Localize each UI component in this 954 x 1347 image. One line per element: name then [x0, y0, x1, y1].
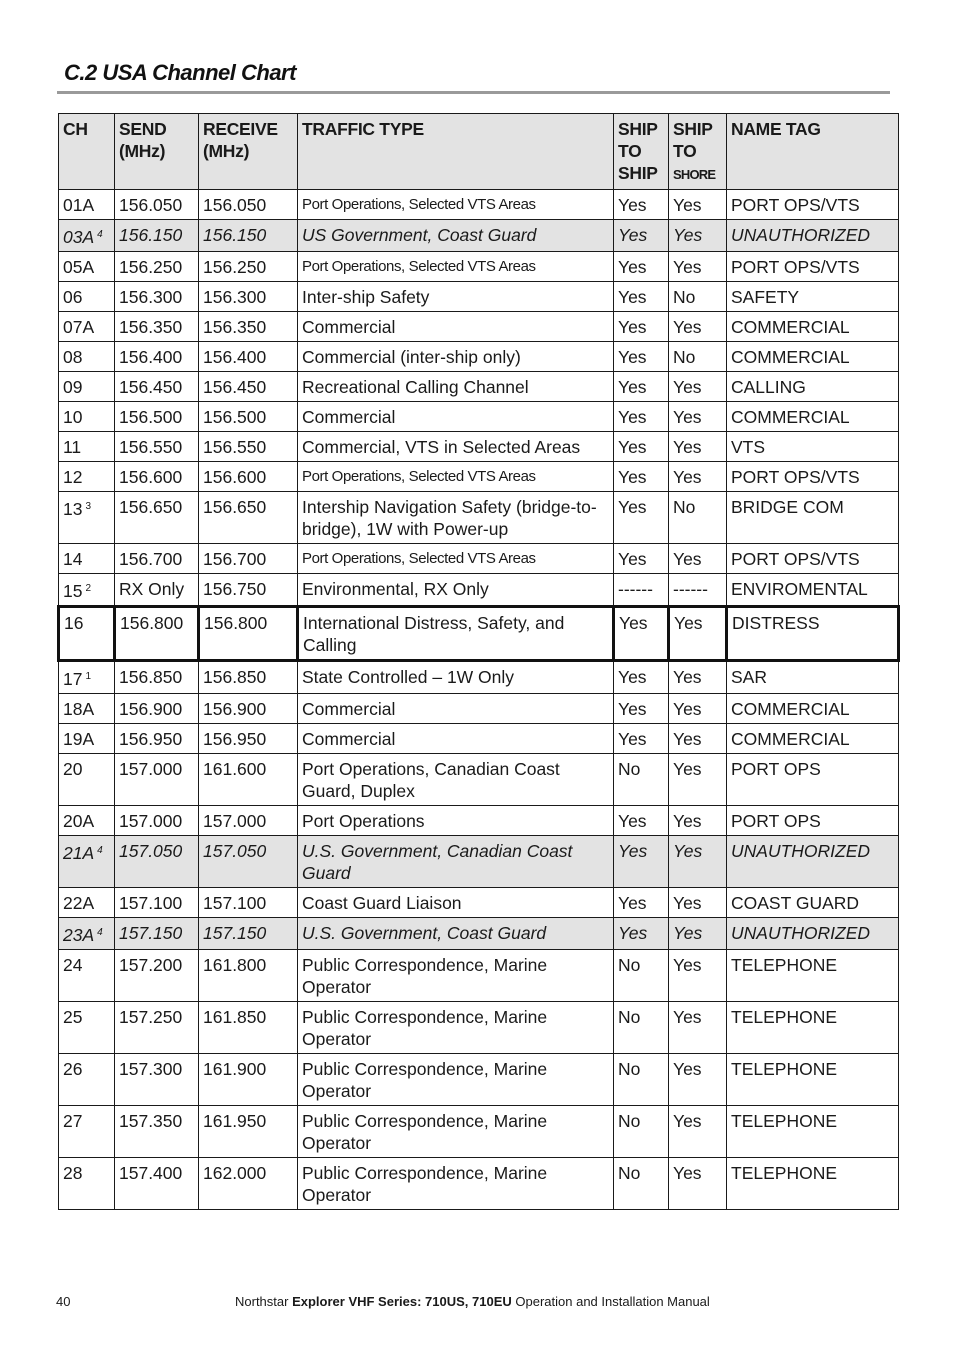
cell-channel: 03A $^4$: [59, 220, 115, 252]
cell-channel: 14: [59, 544, 115, 574]
cell-send: 157.150: [115, 918, 199, 950]
cell-send: 157.250: [115, 1002, 199, 1054]
cell-send: 156.400: [115, 342, 199, 372]
cell-name-tag: UNAUTHORIZED: [727, 918, 899, 950]
cell-ship-to-shore: Yes: [669, 312, 727, 342]
cell-receive: 156.600: [199, 462, 298, 492]
cell-ship-to-shore: Yes: [669, 724, 727, 754]
cell-ship-to-shore: Yes: [669, 544, 727, 574]
cell-receive: 156.350: [199, 312, 298, 342]
cell-receive: 161.800: [199, 950, 298, 1002]
cell-traffic-type: US Government, Coast Guard: [298, 220, 614, 252]
cell-receive: 157.050: [199, 836, 298, 888]
header-ship-to-ship: SHIP TO SHIP: [614, 114, 669, 190]
cell-send: 156.900: [115, 694, 199, 724]
cell-channel: 07A: [59, 312, 115, 342]
page-number: 40: [56, 1294, 71, 1309]
cell-name-tag: SAR: [727, 661, 899, 694]
cell-send: 157.000: [115, 806, 199, 836]
cell-send: 156.500: [115, 402, 199, 432]
cell-ship-to-shore: Yes: [669, 806, 727, 836]
cell-channel: 08: [59, 342, 115, 372]
footnote-marker: 2: [85, 583, 92, 594]
cell-channel: 15 $^2$: [59, 574, 115, 607]
table-row: [59, 607, 899, 661]
cell-traffic-type: Coast Guard Liaison: [298, 888, 614, 918]
cell-name-tag: PORT OPS/VTS: [727, 190, 899, 220]
cell-ship-to-ship: Yes: [614, 724, 669, 754]
cell-name-tag: COAST GUARD: [727, 888, 899, 918]
cell-name-tag: TELEPHONE: [727, 1158, 899, 1210]
footnote-marker: 4: [97, 845, 103, 856]
table-row: [59, 1002, 899, 1054]
cell-name-tag: DISTRESS: [727, 607, 899, 661]
cell-traffic-type: Port Operations, Selected VTS Areas: [298, 462, 614, 492]
table-row: [59, 724, 899, 754]
cell-send: 156.300: [115, 282, 199, 312]
cell-ship-to-ship: Yes: [614, 492, 669, 544]
cell-name-tag: PORT OPS/VTS: [727, 462, 899, 492]
cell-ship-to-ship: No: [614, 754, 669, 806]
cell-ship-to-ship: No: [614, 1106, 669, 1158]
cell-channel: 26: [59, 1054, 115, 1106]
cell-ship-to-shore: Yes: [669, 888, 727, 918]
table-row: [59, 220, 899, 252]
cell-traffic-type: Commercial, VTS in Selected Areas: [298, 432, 614, 462]
header-send: SEND (MHz): [115, 114, 199, 190]
cell-channel: 22A: [59, 888, 115, 918]
cell-ship-to-ship: Yes: [614, 661, 669, 694]
cell-send: 157.300: [115, 1054, 199, 1106]
cell-name-tag: CALLING: [727, 372, 899, 402]
cell-name-tag: TELEPHONE: [727, 1002, 899, 1054]
cell-traffic-type: Commercial: [298, 694, 614, 724]
cell-ship-to-ship: Yes: [614, 806, 669, 836]
cell-traffic-type: Port Operations, Selected VTS Areas: [298, 544, 614, 574]
cell-send: 157.100: [115, 888, 199, 918]
cell-channel: 27: [59, 1106, 115, 1158]
cell-send: 156.450: [115, 372, 199, 402]
cell-send: 156.650: [115, 492, 199, 544]
cell-receive: 161.900: [199, 1054, 298, 1106]
cell-traffic-type: U.S. Government, Canadian Coast Guard: [298, 836, 614, 888]
table-row: [59, 918, 899, 950]
cell-channel: 24: [59, 950, 115, 1002]
cell-receive: 156.800: [199, 607, 298, 661]
cell-send: 157.000: [115, 754, 199, 806]
cell-channel: 13 $^3$: [59, 492, 115, 544]
footnote-marker: 1: [85, 671, 92, 682]
cell-name-tag: TELEPHONE: [727, 950, 899, 1002]
header-name-tag: NAME TAG: [727, 114, 899, 190]
cell-channel: 19A: [59, 724, 115, 754]
cell-traffic-type: International Distress, Safety, and Calling: [298, 607, 614, 661]
cell-send: 156.250: [115, 252, 199, 282]
cell-traffic-type: Recreational Calling Channel: [298, 372, 614, 402]
cell-send: 156.600: [115, 462, 199, 492]
cell-traffic-type: Commercial (inter-ship only): [298, 342, 614, 372]
cell-receive: 156.750: [199, 574, 298, 607]
cell-receive: 156.400: [199, 342, 298, 372]
cell-name-tag: PORT OPS: [727, 806, 899, 836]
cell-traffic-type: Public Correspondence, Marine Operator: [298, 1054, 614, 1106]
footnote-marker: 4: [97, 229, 103, 240]
cell-ship-to-ship: Yes: [614, 432, 669, 462]
cell-send: 156.150: [115, 220, 199, 252]
cell-ship-to-ship: Yes: [614, 888, 669, 918]
table-row: [59, 574, 899, 607]
cell-ship-to-shore: No: [669, 282, 727, 312]
table-row: [59, 544, 899, 574]
table-row: [59, 806, 899, 836]
header-ship-to-shore: SHIP TO SHORE: [669, 114, 727, 190]
cell-traffic-type: Commercial: [298, 312, 614, 342]
cell-channel: 20: [59, 754, 115, 806]
cell-receive: 156.900: [199, 694, 298, 724]
cell-send: 156.800: [115, 607, 199, 661]
cell-traffic-type: Commercial: [298, 724, 614, 754]
table-row: [59, 372, 899, 402]
cell-receive: 161.850: [199, 1002, 298, 1054]
cell-send: 157.200: [115, 950, 199, 1002]
cell-receive: 157.000: [199, 806, 298, 836]
cell-channel: 05A: [59, 252, 115, 282]
cell-receive: 161.600: [199, 754, 298, 806]
cell-channel: 28: [59, 1158, 115, 1210]
table-row: [59, 1158, 899, 1210]
cell-ship-to-ship: Yes: [614, 462, 669, 492]
table-row: [59, 402, 899, 432]
cell-ship-to-ship: Yes: [614, 342, 669, 372]
cell-receive: 156.700: [199, 544, 298, 574]
cell-name-tag: UNAUTHORIZED: [727, 836, 899, 888]
cell-traffic-type: Port Operations: [298, 806, 614, 836]
cell-name-tag: ENVIROMENTAL: [727, 574, 899, 607]
cell-ship-to-shore: Yes: [669, 918, 727, 950]
cell-ship-to-ship: No: [614, 1002, 669, 1054]
cell-ship-to-shore: Yes: [669, 220, 727, 252]
footnote-marker: 4: [97, 927, 103, 938]
cell-receive: 161.950: [199, 1106, 298, 1158]
cell-send: 157.350: [115, 1106, 199, 1158]
cell-traffic-type: Public Correspondence, Marine Operator: [298, 1158, 614, 1210]
table-row: [59, 888, 899, 918]
table-row: [59, 661, 899, 694]
cell-ship-to-ship: Yes: [614, 918, 669, 950]
cell-ship-to-ship: Yes: [614, 836, 669, 888]
cell-channel: 18A: [59, 694, 115, 724]
cell-ship-to-shore: Yes: [669, 754, 727, 806]
cell-ship-to-shore: Yes: [669, 462, 727, 492]
cell-name-tag: BRIDGE COM: [727, 492, 899, 544]
table-row: [59, 342, 899, 372]
cell-channel: 17 $^1$: [59, 661, 115, 694]
cell-traffic-type: Port Operations, Canadian Coast Guard, Duplex: [298, 754, 614, 806]
cell-ship-to-shore: Yes: [669, 661, 727, 694]
cell-ship-to-shore: Yes: [669, 432, 727, 462]
cell-traffic-type: Port Operations, Selected VTS Areas: [298, 252, 614, 282]
cell-ship-to-shore: Yes: [669, 1106, 727, 1158]
cell-ship-to-ship: Yes: [614, 694, 669, 724]
cell-ship-to-shore: Yes: [669, 1054, 727, 1106]
cell-send: 157.050: [115, 836, 199, 888]
table-row: [59, 950, 899, 1002]
cell-ship-to-shore: Yes: [669, 950, 727, 1002]
cell-ship-to-ship: Yes: [614, 312, 669, 342]
cell-ship-to-shore: Yes: [669, 607, 727, 661]
cell-ship-to-ship: Yes: [614, 190, 669, 220]
cell-channel: 10: [59, 402, 115, 432]
cell-send: 156.950: [115, 724, 199, 754]
cell-traffic-type: State Controlled – 1W Only: [298, 661, 614, 694]
cell-channel: 06: [59, 282, 115, 312]
cell-traffic-type: Environmental, RX Only: [298, 574, 614, 607]
cell-receive: 156.500: [199, 402, 298, 432]
table-row: [59, 492, 899, 544]
cell-channel: 09: [59, 372, 115, 402]
cell-ship-to-shore: ------: [669, 574, 727, 607]
cell-name-tag: VTS: [727, 432, 899, 462]
cell-name-tag: COMMERCIAL: [727, 342, 899, 372]
table-row: [59, 190, 899, 220]
cell-ship-to-ship: Yes: [614, 252, 669, 282]
table-row: [59, 836, 899, 888]
header-ch: CH: [59, 114, 115, 190]
cell-ship-to-shore: No: [669, 342, 727, 372]
table-row: [59, 432, 899, 462]
cell-receive: 156.050: [199, 190, 298, 220]
cell-send: 156.550: [115, 432, 199, 462]
cell-ship-to-ship: No: [614, 1054, 669, 1106]
channel-chart-table: [57, 113, 900, 1210]
cell-traffic-type: Intership Navigation Safety (bridge-to-bridge), 1W with Power-up: [298, 492, 614, 544]
cell-send: 156.700: [115, 544, 199, 574]
cell-name-tag: PORT OPS/VTS: [727, 252, 899, 282]
cell-channel: 21A $^4$: [59, 836, 115, 888]
cell-ship-to-shore: Yes: [669, 694, 727, 724]
cell-ship-to-shore: Yes: [669, 190, 727, 220]
header-traffic-type: TRAFFIC TYPE: [298, 114, 614, 190]
cell-send: RX Only: [115, 574, 199, 607]
cell-ship-to-shore: Yes: [669, 1002, 727, 1054]
cell-name-tag: COMMERCIAL: [727, 724, 899, 754]
cell-name-tag: PORT OPS/VTS: [727, 544, 899, 574]
cell-traffic-type: U.S. Government, Coast Guard: [298, 918, 614, 950]
cell-traffic-type: Public Correspondence, Marine Operator: [298, 950, 614, 1002]
cell-send: 157.400: [115, 1158, 199, 1210]
cell-receive: 156.150: [199, 220, 298, 252]
page-title: C.2 USA Channel Chart: [64, 60, 296, 85]
cell-ship-to-ship: Yes: [614, 220, 669, 252]
cell-ship-to-ship: Yes: [614, 544, 669, 574]
cell-channel: 16: [59, 607, 115, 661]
cell-channel: 23A $^4$: [59, 918, 115, 950]
cell-ship-to-ship: Yes: [614, 282, 669, 312]
cell-receive: 156.250: [199, 252, 298, 282]
table-row: [59, 754, 899, 806]
cell-ship-to-shore: Yes: [669, 372, 727, 402]
table-row: [59, 282, 899, 312]
cell-receive: 156.850: [199, 661, 298, 694]
table-row: [59, 252, 899, 282]
cell-name-tag: COMMERCIAL: [727, 694, 899, 724]
cell-traffic-type: Commercial: [298, 402, 614, 432]
header-receive: RECEIVE (MHz): [199, 114, 298, 190]
cell-ship-to-shore: Yes: [669, 836, 727, 888]
cell-name-tag: COMMERCIAL: [727, 402, 899, 432]
cell-channel: 20A: [59, 806, 115, 836]
cell-receive: 156.550: [199, 432, 298, 462]
cell-ship-to-ship: Yes: [614, 607, 669, 661]
cell-channel: 11: [59, 432, 115, 462]
cell-send: 156.050: [115, 190, 199, 220]
cell-name-tag: COMMERCIAL: [727, 312, 899, 342]
cell-send: 156.350: [115, 312, 199, 342]
cell-receive: 156.650: [199, 492, 298, 544]
cell-name-tag: UNAUTHORIZED: [727, 220, 899, 252]
cell-traffic-type: Inter-ship Safety: [298, 282, 614, 312]
cell-receive: 156.450: [199, 372, 298, 402]
cell-ship-to-shore: No: [669, 492, 727, 544]
cell-name-tag: SAFETY: [727, 282, 899, 312]
cell-name-tag: PORT OPS: [727, 754, 899, 806]
cell-receive: 157.150: [199, 918, 298, 950]
cell-ship-to-shore: Yes: [669, 1158, 727, 1210]
manual-title: Northstar Explorer VHF Series: 710US, 710EU Operation and Installation Manual: [235, 1294, 710, 1309]
cell-receive: 162.000: [199, 1158, 298, 1210]
cell-ship-to-ship: No: [614, 1158, 669, 1210]
table-row: [59, 1054, 899, 1106]
cell-ship-to-ship: ------: [614, 574, 669, 607]
table-row: [59, 312, 899, 342]
table-header-row: [59, 114, 899, 190]
cell-receive: 156.300: [199, 282, 298, 312]
cell-ship-to-shore: Yes: [669, 252, 727, 282]
cell-traffic-type: Port Operations, Selected VTS Areas: [298, 190, 614, 220]
cell-channel: 12: [59, 462, 115, 492]
cell-ship-to-ship: Yes: [614, 372, 669, 402]
cell-receive: 156.950: [199, 724, 298, 754]
cell-ship-to-ship: Yes: [614, 402, 669, 432]
cell-receive: 157.100: [199, 888, 298, 918]
cell-ship-to-shore: Yes: [669, 402, 727, 432]
cell-channel: 25: [59, 1002, 115, 1054]
cell-ship-to-ship: No: [614, 950, 669, 1002]
table-row: [59, 1106, 899, 1158]
cell-name-tag: TELEPHONE: [727, 1106, 899, 1158]
cell-channel: 01A: [59, 190, 115, 220]
title-rule: [57, 91, 890, 94]
footnote-marker: 3: [85, 501, 92, 512]
cell-traffic-type: Public Correspondence, Marine Operator: [298, 1002, 614, 1054]
cell-send: 156.850: [115, 661, 199, 694]
cell-name-tag: TELEPHONE: [727, 1054, 899, 1106]
cell-traffic-type: Public Correspondence, Marine Operator: [298, 1106, 614, 1158]
table-row: [59, 694, 899, 724]
table-row: [59, 462, 899, 492]
